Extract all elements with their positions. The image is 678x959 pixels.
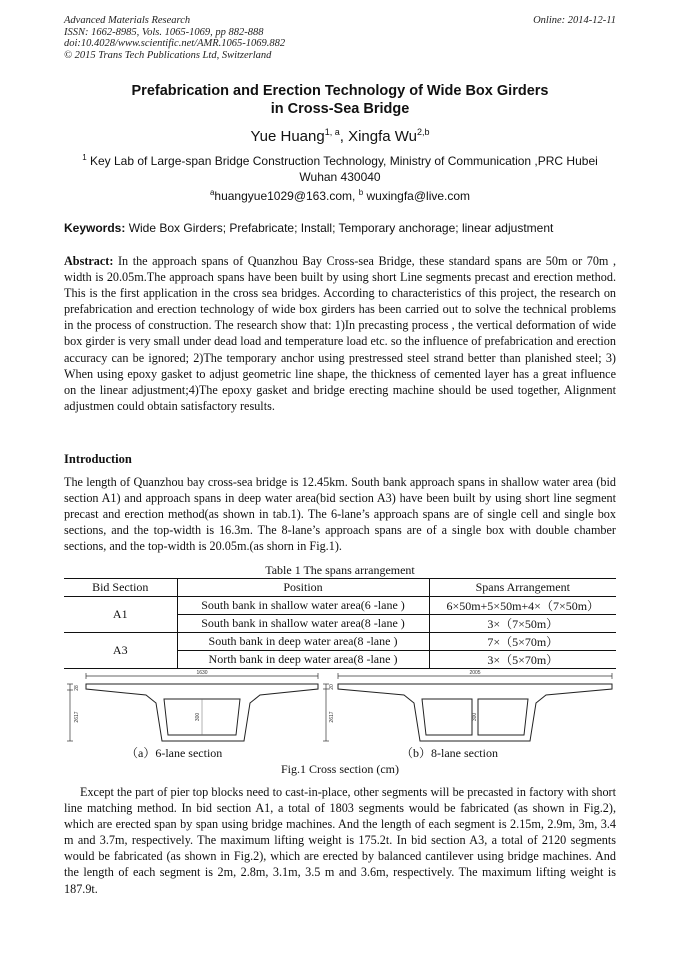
position-cell: South bank in deep water area(8 -lane ): [177, 633, 429, 651]
copyright-line: © 2015 Trans Tech Publications Ltd, Switzerland: [64, 49, 272, 61]
header-bid-section: Bid Section: [92, 580, 149, 594]
author-1-affil: 1, a: [324, 127, 340, 137]
journal-name: Advanced Materials Research: [64, 15, 191, 26]
section-drawing-b: [322, 669, 616, 743]
paper-title: [64, 82, 616, 118]
subcaption-b: （b）8-lane section: [401, 746, 498, 760]
section-drawing-a: [64, 669, 322, 743]
figure-6-lane-section: [64, 669, 322, 743]
figure-caption: Fig.1 Cross section (cm): [281, 762, 399, 776]
abstract-label: Abstract:: [64, 254, 114, 268]
title-line-2: in Cross-Sea Bridge: [270, 101, 410, 117]
journal-header: [64, 15, 616, 61]
affiliation-line-2: Wuhan 430040: [299, 169, 381, 184]
dim-web-a: 300: [195, 712, 201, 722]
keywords: [64, 221, 616, 236]
dim-left-b-1: 20: [329, 684, 335, 690]
email-a: huangyue1029@163.com,: [214, 189, 359, 203]
doi-line: doi:10.4028/www.scientific.net/AMR.1065-1069.882: [64, 38, 286, 49]
email-b-mark: b: [358, 188, 364, 197]
table-row: [64, 597, 616, 615]
dim-left-a-1: 28: [74, 685, 80, 691]
introduction-paragraph: The length of Quanzhou bay cross-sea bridge is 12.45km. South bank approach spans in shallow water area (bid section A1) and approach spans in deep water area(bid section A3) have been built by using short line segment precast and erection method(as shown in tab.1). The 6-lane’s approach spans are of single cell and single box sections, and the top-width is 16.3m. The 8-lane’s approach spans are of a single box with double chamber sections, and the top-width is 20.05m.(as shorn in Fig.1).: [64, 475, 616, 554]
title-line-1: Prefabrication and Erection Technology of Wide Box Girders: [131, 83, 549, 99]
keywords-label: Keywords:: [64, 221, 126, 235]
dim-top-b: 2005: [469, 670, 481, 676]
affiliation-number: 1: [82, 153, 87, 162]
body-paragraph-2: Except the part of pier top blocks need to cast-in-place, other segments will be precasted in factory with short line matching method. In bid section A1, a total of 1803 segments would be fabricated (as shown in Fig.2), which are erected span by span using bridge machines. And the length of each segment is 2.15m, 2.9m, 3m, 3.4 m and 3.7m, respectively. The maximum lifting weight is 175.2t. In bid section A3, a total of 2120 segments would be fabricated (as shown in Fig.2), which are erected by balanced cantilever using bridge machines. And the length of each segment is 2m, 2.8m, 3.1m, 3.5 m and 3.6m, respectively. The maximum lifting weight is 187.9t.: [64, 785, 616, 896]
header-position: Position: [177, 579, 429, 597]
email-a-mark: a: [209, 188, 215, 197]
figure-8-lane-section: [322, 669, 616, 743]
affiliation: [64, 150, 616, 185]
abstract-text: In the approach spans of Quanzhou Bay Cross-sea Bridge, these standard spans are 50m or 70m , width is 20.05m.The approach spans have been built by using short Line segments precast and erection method. This is the first application in the cross sea bridges. According to characteristics of this project, the research on prefabrication and erection technology of wide box girders has been carried out to solve the technical problems in the process of construction. The research show that: 1)In precasting process , the vertical deformation of wide box girder is very small under dead load and temperature load etc. so the influence of prefabrication and erection accuracy can be ignored; 2)The temporary anchor using prestressed steel strand better than planished steel; 3) When using epoxy gasket to adjust geometric line shape, the thickness of cemented layer has a great influence on the linear adjustment;4)The epoxy gasket and bridge erecting machine should be used together, Alignment adjustmen could obtain satisfactory results.: [64, 254, 616, 413]
spans-cell: 3×（5×70m）: [429, 651, 616, 669]
affiliation-line-1: Key Lab of Large-span Bridge Construction Technology, Ministry of Communication ,PRC Hubei: [86, 154, 598, 168]
spans-table: [64, 578, 616, 669]
subcaption-a: （a）6-lane section: [126, 746, 223, 760]
author-2-name: Xingfa Wu: [348, 128, 417, 145]
author-separator: ,: [339, 128, 349, 145]
author-1-name: Yue Huang: [250, 128, 325, 145]
dim-top-a: 1630: [196, 670, 208, 676]
bid-cell: A1: [64, 597, 177, 633]
keywords-text: Wide Box Girders; Prefabricate; Install; Temporary anchorage; linear adjustment: [125, 221, 554, 235]
position-cell: North bank in deep water area(8 -lane ): [177, 651, 429, 669]
spans-cell: 3×（7×50m）: [429, 615, 616, 633]
dim-left-b-2: 2617: [329, 711, 335, 723]
author-2-affil: 2,b: [417, 127, 430, 137]
issn-line: ISSN: 1662-8985, Vols. 1065-1069, pp 882-888: [64, 26, 264, 38]
spans-cell: 7×（5×70m）: [429, 633, 616, 651]
bid-cell: A3: [64, 633, 177, 669]
author-emails: [64, 185, 616, 204]
position-cell: South bank in shallow water area(8 -lane ): [177, 615, 429, 633]
table-caption: Table 1 The spans arrangement: [265, 563, 415, 577]
table-header-row: [64, 579, 616, 597]
position-cell: South bank in shallow water area(6 -lane ): [177, 597, 429, 615]
author-list: [64, 123, 616, 146]
email-b: wuxingfa@live.com: [363, 189, 471, 203]
dim-web-b: 300: [472, 712, 478, 722]
online-date: Online: 2014-12-11: [533, 15, 616, 26]
dim-left-a-2: 2617: [74, 711, 80, 723]
table-row: [64, 633, 616, 651]
header-spans: Spans Arrangement: [475, 580, 570, 594]
introduction-heading: Introduction: [64, 452, 132, 466]
spans-cell: 6×50m+5×50m+4×（7×50m）: [429, 597, 616, 615]
abstract: [64, 253, 616, 414]
